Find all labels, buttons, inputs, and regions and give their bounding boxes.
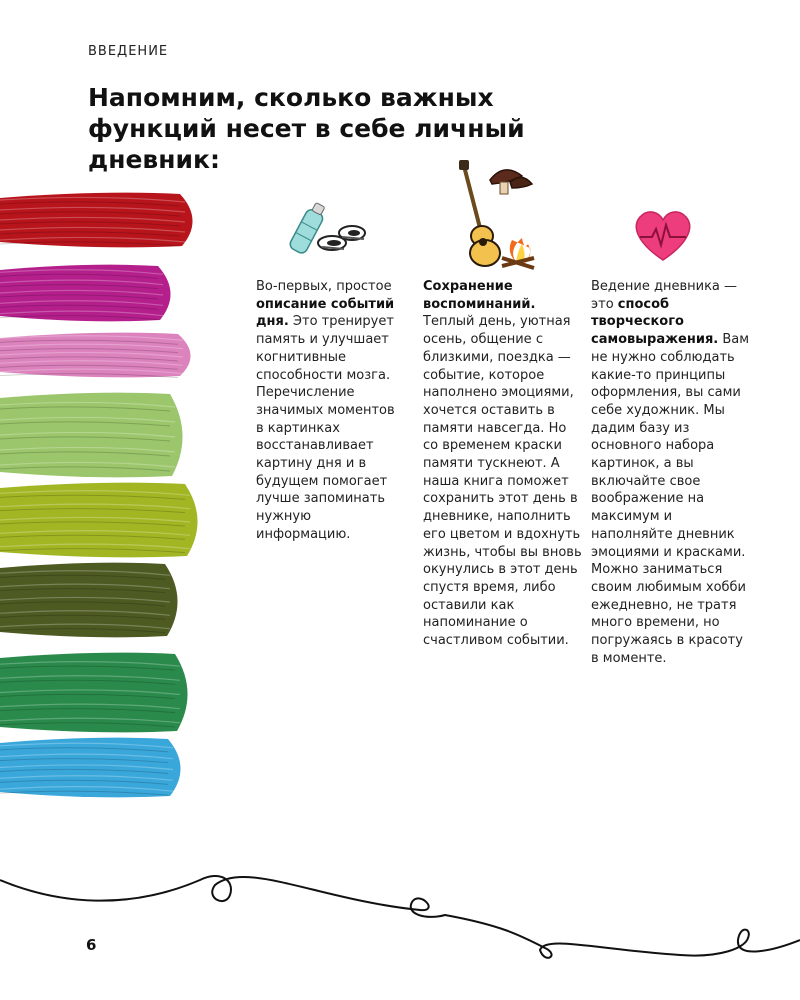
column-intro: Во-первых, простое	[256, 279, 392, 294]
thread-skein	[0, 653, 188, 733]
text-column-daily-events	[256, 278, 406, 544]
heart-heartbeat-icon	[632, 208, 694, 264]
thread-skeins-image	[0, 180, 215, 800]
text-column-memories	[423, 278, 583, 650]
column-body: Это тренирует память и улучшает когнитивные способности мозга. Перечисление значимых моментов в картинках восстанавливает картину дня и в будущем помогает лучше запоминать нужную информацию.	[256, 314, 395, 542]
thread-skein	[0, 563, 178, 638]
column-body: Вам не нужно соблюдать какие-то принципы оформления, вы сами себе художник. Мы дадим базу из основного набора картинок, а вы включайте свое воображение на максимум и наполняйте дневник эмоциями и красками. Можно заниматься своим любимым хобби ежедневно, не тратя много времени, но погружаясь в красоту в моменте.	[591, 332, 750, 666]
thread-skein	[0, 265, 171, 322]
thread-skein	[0, 738, 181, 798]
thread-skein	[0, 333, 191, 378]
column-body: Теплый день, уютная осень, общение с близкими, поездка — событие, которое наполнено эмоциями, хочется оставить в памяти навсегда. Но со временем краски памяти тускнеют. А наша книга поможет сохранить этот день в дневнике, наполнить его цветом и вдохнуть жизнь, чтобы вы вновь окунулись в этот день спустя время, либо оставили как напоминание о счастливом событии.	[423, 314, 582, 649]
section-label: ВВЕДЕНИЕ	[88, 44, 169, 59]
column-heading: способ творческого самовыражения.	[591, 296, 719, 348]
thread-skein	[0, 393, 183, 478]
page-number: 6	[86, 936, 97, 954]
column-intro: Ведение дневника — это	[591, 279, 738, 312]
column-heading: описание событий дня.	[256, 296, 395, 330]
column-heading: Сохранение воспоминаний.	[423, 279, 536, 312]
decorative-thread-line	[0, 840, 800, 1000]
text-column-self-expression	[591, 278, 751, 667]
water-bottle-and-sneakers-icon	[278, 195, 374, 265]
guitar-mushrooms-campfire-icon	[452, 158, 538, 273]
page-title: Напомним, сколько важных функций несет в себе личный дневник:	[88, 83, 525, 174]
thread-skein	[0, 483, 198, 558]
thread-skein	[0, 193, 193, 248]
